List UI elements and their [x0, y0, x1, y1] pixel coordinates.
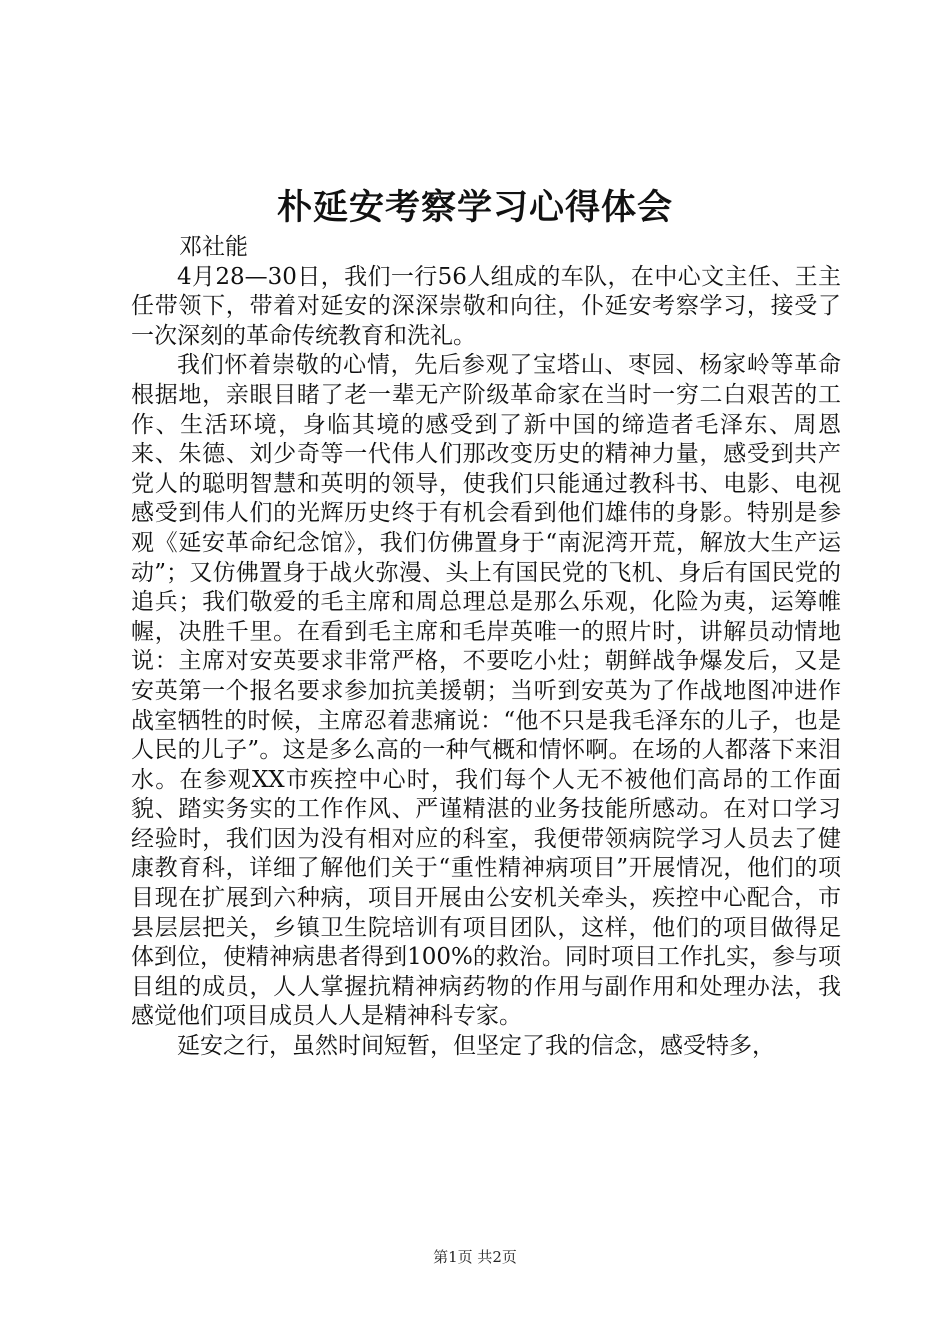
document-body — [131, 233, 841, 1062]
paragraph-2: 我们怀着崇敬的心情，先后参观了宝塔山、枣园、杨家岭等革命根据地，亲眼目睹了老一辈无产阶级革命家在当时一穷二白艰苦的工作、生活环境，身临其境的感受到了新中国的缔造者毛泽东、周恩来、朱德、刘少奇等一代伟人们那改变历史的精神力量，感受到共产党人的聪明智慧和英明的领导，使我们只能通过教科书、电影、电视感受到伟人们的光辉历史终于有机会看到他们雄伟的身影。特别是参观《延安革命纪念馆》，我们仿佛置身于“南泥湾开荒，解放大生产运动”；又仿佛置身于战火弥漫、头上有国民党的飞机、身后有国民党的追兵；我们敬爱的毛主席和周总理总是那么乐观，化险为夷，运筹帷幄，决胜千里。在看到毛主席和毛岸英唯一的照片时，讲解员动情地说：主席对安英要求非常严格，不要吃小灶；朝鲜战争爆发后，又是安英第一个报名要求参加抗美援朝；当听到安英为了作战地图冲进作战室牺牲的时候，主席忍着悲痛说：“他不只是我毛泽东的儿子，也是人民的儿子”。这是多么高的一种气概和情怀啊。在场的人都落下来泪水。在参观XX市疾控中心时，我们每个人无不被他们高昂的工作面貌、踏实务实的工作作风、严谨精湛的业务技能所感动。在对口学习经验时，我们因为没有相对应的科室，我便带领病院学习人员去了健康教育科，详细了解他们关于“重性精神病项目”开展情况，他们的项目现在扩展到六种病，项目开展由公安机关牵头，疾控中心配合，市县层层把关，乡镇卫生院培训有项目团队，这样，他们的项目做得足体到位，使精神病患者得到100%的救治。同时项目工作扎实，参与项目组的成员，人人掌握抗精神病药物的作用与副作用和处理办法，我感觉他们项目成员人人是精神科专家。 — [131, 352, 841, 1030]
paragraph-3: 延安之行，虽然时间短暂，但坚定了我的信念，感受特多， — [177, 1033, 775, 1060]
paragraph-1: 4月28—30日，我们一行56人组成的车队，在中心文主任、王主任带领下，带着对延安的深深崇敬和向往，仆延安考察学习，接受了一次深刻的革命传统教育和洗礼。 — [131, 263, 841, 349]
page-footer: 第1页 共2页 — [433, 1248, 517, 1266]
document-title: 朴延安考察学习心得体会 — [276, 187, 673, 228]
author-name: 邓社能 — [179, 234, 248, 260]
